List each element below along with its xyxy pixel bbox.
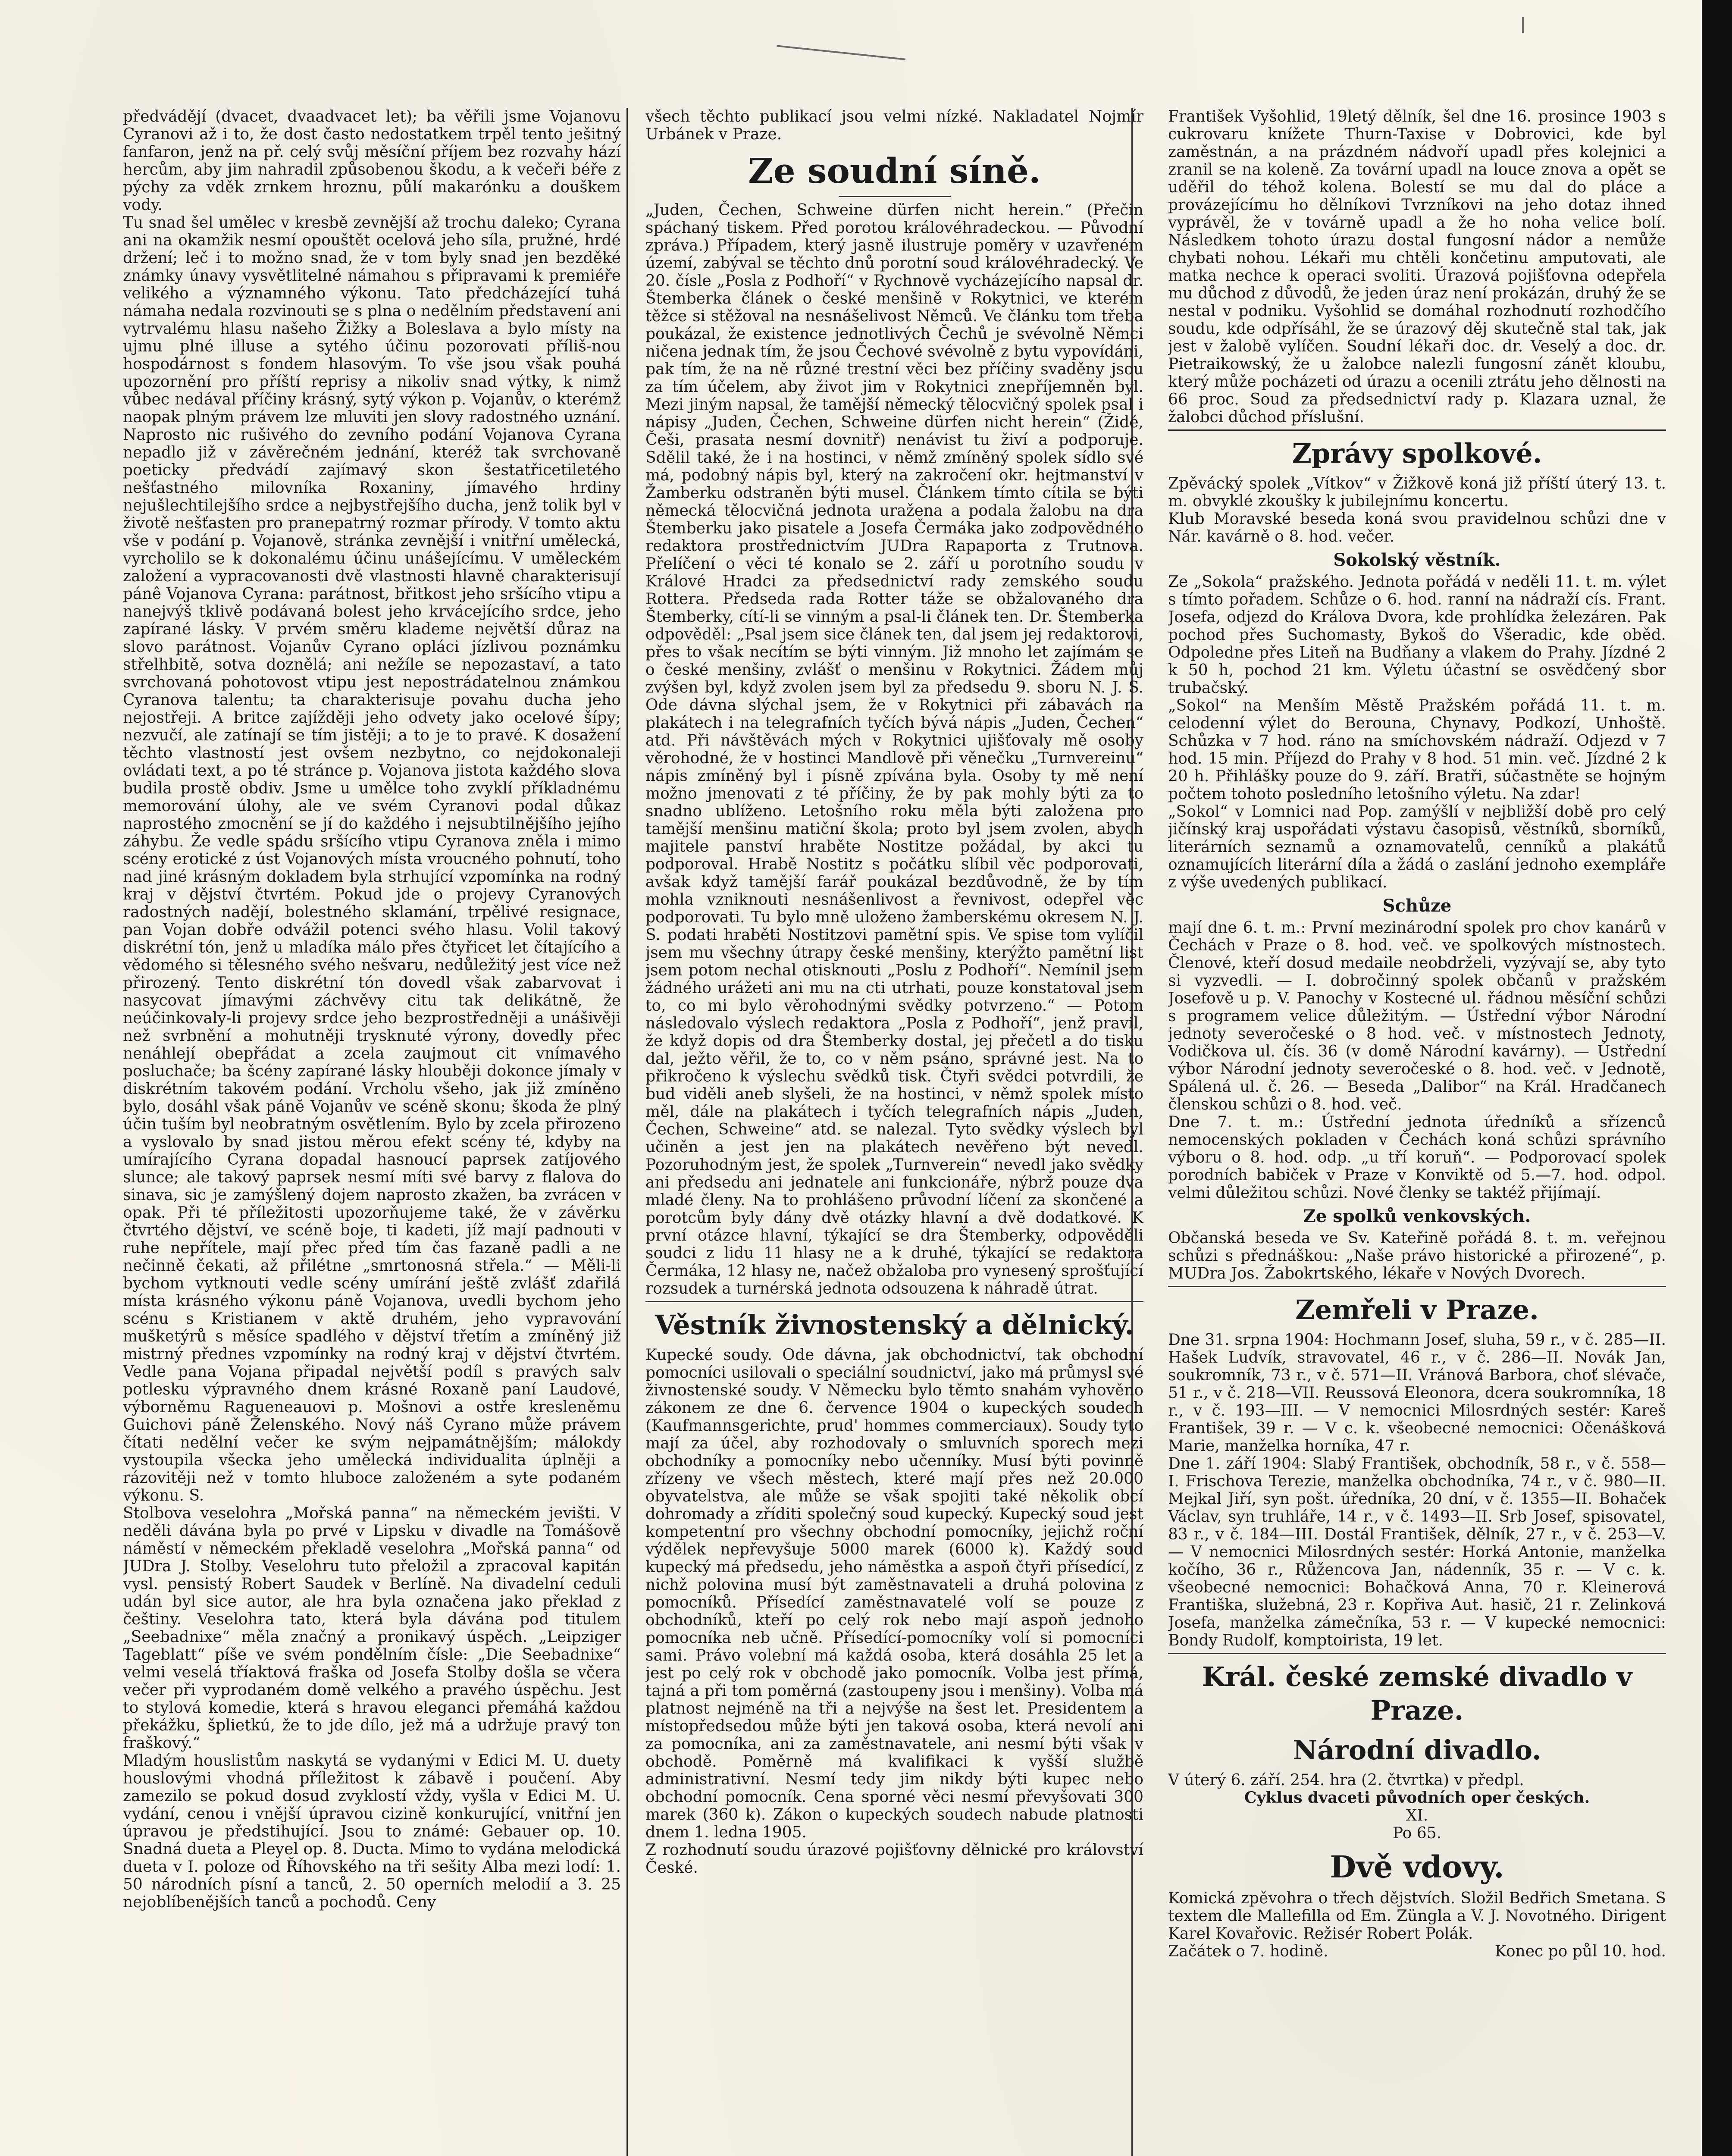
column-right — [1168, 108, 1666, 2156]
right-paragraph-11: Dne 1. září 1904: Slabý František, obchodník, 58 r., v č. 558—I. Frischova Terezie, manželka obchodníka, 74 r., v č. 980—II. Mejkal Jiří, syn pošt. úředníka, 20 dní, v č. 1355—II. Bohaček Václav, syn truhláře, 14 r., v č. 1493—II. Srb Josef, spisovatel, 83 r., v č. 184—III. Dostál František, dělník, 27 r., v č. 253—V. — V nemocnici Milosrdných sestér: Horká Antonie, manželka kočího, 36 r., Růžencova Jan, nádenník, 35 r. — V c. k. všeobecné nemocnici: Bohačková Anna, 70 r. Kleinerová Františka, služebná, 23 r. Kopřiva Aut. hasič, 21 r. Zelinková Josefa, manželka zámečníka, 53 r. — V kupecké nemocnici: Bondy Rudolf, komptoiristа, 19 let. — [1168, 1455, 1666, 1649]
section-heading-bulletin: Věstník živnostenský a dělnický. — [655, 1309, 1134, 1341]
subheading-sokol: Sokolský věstník. — [1333, 550, 1501, 570]
left-paragraph-1: předvádějí (dvacet, dvaadvacet let); ba věřili jsme Vojanovu Cyranovi až i to, že dost často nedostatkem trpěl tento ješitný fanfaron, jenž na př. celý svůj měsíční příjem bez rozvahy hází hercům, aby jim nahradil způsobenou škodu, a k večeři béře z pýchy za vděk zrnkem hroznu, půlí makarónku a douškem vody. — [123, 108, 621, 214]
section-rule-right-3 — [1168, 1653, 1666, 1654]
right-paragraph-7: mají dne 6. t. m.: První mezinárodní spolek pro chov kanárů v Čechách v Praze o 8. hod. več. ve spolkových místnostech. Členové, kteří dosud medaile neobdrželi, vyzývají se, aby tyto si vyzvedli. — I. dobročinný spolek občanů v pražském Josefově u p. V. Panochy v Kostecné ul. řádnou měsíční schůzi s programem velice důležitým. — Ústřední výbor Národní jednoty severočeské o 8 hod. več. v místnostech Jednoty, Vodičkova ul. čís. 36 (v domě Národní kavárny). — Ústřední výbor Národní jednoty severočeské o 8. hod. več. v Jednotě, Spálená ul. č. 26. — Beseda „Dalibor“ na Král. Hradčanech členskou schůzi o 8. hod. več. — [1168, 919, 1666, 1113]
right-paragraph-1: František Vyšohlid, 19letý dělník, šel dne 16. prosince 1903 s cukrovaru knížete Thurn-Taxise v Dobrovici, kde byl zaměstnán, a na prázdném nádvoří upadl přes kolejnici a zranil se na koleně. Za tovární upadl na louce znova a opět se uděřil do téhož kolena. Bolestí se mu dal do pláce a provázejícímu ho dělníkovi Tvrzníkovi na jeho dotaz ihned vyprávěl, že v továrně upadl a že ho noha velice bolí. Následkem tohoto úrazu dostal fungosní nádor a nemůže chybati nohou. Lékaři mu chtěli končetinu amputovati, ale matka nechce k operaci svoliti. Úrazová pojišťovna odepřela mu důchod z důvodů, že jeden úraz není prokázán, druhý že se nestal v podniku. Vyšohlid se domáhal rozhodnutí rozhodčího soudu, kde odpřísáhl, že se úrazový děj skutečně stal tak, jak jest v žalobě vylíčen. Soudní lékaři doc. dr. Veselý a doc. dr. Pietraikowský, že u žalobce nalezli fungosní zánět kloubu, který může pocházeti od úrazu a ocenili ztrátu jeho dělnosti na 66 proc. Soud za předsednictví rady p. Klazara uznal, že žalobci důchod příslušní. — [1168, 108, 1666, 426]
right-paragraph-12: V úterý 6. září. 254. hra (2. čtvrtka) v předpl. — [1168, 1771, 1524, 1789]
end-time: Konec po půl 10. hod. — [1494, 1943, 1666, 1960]
section-heading-theatre: Král. české zemské divadlo v Praze. — [1202, 1661, 1632, 1726]
subheading-rural: Ze spolků venkovských. — [1303, 1206, 1531, 1226]
right-paragraph-10: Dne 31. srpna 1904: Hochmann Josef, sluha, 59 r., v č. 285—II. Hašek Ludvík, stravovatel, 46 r., v č. 286—II. Novák Jan, soukromník, 73 r., v č. 571—II. Vránová Barbora, choť slévače, 51 r., v č. 218—VII. Reussová Eleonora, dcera soukromníka, 18 r., v č. 193—III. — V nemocnici Milosrdných sestér: Kareš František, 39 r. — V c. k. všeobecné nemocnici: Očenášková Marie, manželka horníka, 47 r. — [1168, 1331, 1666, 1455]
heading-rule — [839, 196, 951, 197]
section-subheading-national-theatre: Národní divadlo. — [1293, 1734, 1541, 1766]
column-left — [123, 108, 621, 2156]
right-paragraph-3: Klub Moravské beseda koná svou pravidelnou schůzi dne v Nár. kavárně o 8. hod. večer. — [1168, 510, 1666, 545]
section-rule-right-1 — [1168, 429, 1666, 431]
left-paragraph-3: Stolbova veselohra „Mořská panna“ na německém jevišti. V neděli dávána byla po prvé v Lipsku v divadle na Tomášově náměstí v německém překladě veselohra „Mořská panna“ od JUDra J. Stolby. Veselohru tuto přeložil a zpracoval kapitán vysl. pensistý Robert Saudek v Berlíně. Na divadelní ceduli udán byl sice autor, ale hra byla označena jako překlad z češtiny. Veselohra tato, která byla dávána pod titulem „Seebadnixe“ měla značný a pronikavý úspěch. „Leipziger Tageblatt“ píše ve svém pondělním čísle: „Die Seebadnixe“ velmi veselá tříaktová fraška od Josefa Stolby došla se včera večer při vyprodaném domě velkého a pravého úspěchu. Jest to stylová komedie, která s hravou eleganci přemáhá každou překážku, šplietkú, že to jde dílo, jež má a udržuje pravý ton fraškový.“ — [123, 1504, 621, 1752]
left-paragraph-2: Tu snad šel umělec v kresbě zevnější až trochu daleko; Cyrana ani na okamžik nesmí opouštět ocelová jeho síla, pružné, hrdé držení; leč i to možno snad, že v tom byly snad jen bezděké známky únavy vysvětlitelné námahou s připravami k premiéře velikého a významného výkonu. Tato předcházející tuhá námaha nedala rozvinouti se s plna o nedělním představení ani vytrvalému hlasu našeho Žižky a Boleslava a bylo místy na ujmu plné illuse a sytého účinu pozorovati příliš-nou hospodárnost s fondem hlasovým. To vše jsou však pouhá upozornění pro příští reprisy a nikoliv snad výtky, k nimž vůbec nedával příčiny krásný, sytý výkon p. Vojanův, o kterémž naopak plným právem lze mluviti jen slovy radostného uznání. Naprosto nic rušivého do zevního podání Vojanova Cyrana nepadlo již v závěrečném jednání, kteréž tak svrchovaně poeticky předvádí zajímavý skon šestatřicetiletého nešťastného milovníka Roxaniny, jímavého hrdiny nejušlechtilejšího srdce a nejbystřejšího ducha, jenž tolik byl v životě nešťasten pro pranepatrný rozmar přírody. V tomto aktu vše v podání p. Vojanově, stránka zevnější i vnitřní umělecká, vyrcholilo se k dokonalému účinu unášejícímu. V uměleckém založení a vypracovanosti dvě vlastnosti hlavně charakterisují pánê Vojanova Cyrana: parátnost, břitkost jeho sršícího vtipu a nanejvýš tklivě podávaná bolest jeho krvácejícího srdce, jeho zapírané lásky. V prvém směru klademe největší důraz na slovo parátnost. Vojanův Cyrano opláci jízlivou poznámku střelhbitě, sotva doznělá; ani nežíle se nepozastaví, a tato svrchovaná pohotovost vtipu jest nepostrádatelnou známkou Cyranova talentu; ta charakterisuje povahu ducha jeho nejostřeji. A britce zajížději jeho odvety jako ocelové šípy; nezvučí, ale zatínají se tím jistěji; a to je to pravé. K dosažení těchto vlastností jest ovšem nezbytno, co nejdokonaleji ovládati text, a po té stránce p. Vojanova jistota každého slova budila prostě obdiv. Jsme u umělce toho zvyklí příkladnému memorování úlohy, ale ve svém Cyranovi podal důkaz naprostého zmocnění se jí do každého i nejsubtilnějšího jejího záhybu. Že vedle spádu sršícího vtipu Cyranova zněla i mimo scény erotické z úst Vojanových místa vroucného pohnutí, toho nad jiné krásným dokladem byla strhující vzpomínka na rodný kraj v dějství čtvrtém. Pokud jde o projevy Cyranových radostných nadějí, bolestného sklamání, trpělivé resignace, pan Vojan dobře odvážil potenci svého hlasu. Volil takový diskrétní tón, jenž u mladíka málo přes čtyřicet let čítajícího a vědomého si tělesného svého nešvaru, nedůležitý jest více než přirozený. Tento diskrétní tón dovedl však zabarvovat i nasycovat jímavými záchvěvy citu tak delikátně, že neúčinkovaly-li projevy srdce jeho bezprostředněji a unášivěji než svrbnění a mohutněji trysknuté výrony, dovedly přec nenáhlejí obepřádat a zcela zaujmout cit vnímavého posluchače; ba šcény zapírané lásky hlouběji dokonce jímaly v diskrétním takovém podání. Vrcholu všeho, jak již zmíněno bylo, dosáhl však pánĕ Vojanův ve scéně skonu; škoda že plný účin tuším byl neobratným osvětlením. Bylo by zcela přirozeno a vyslovalo by snad jistou měrou efekt scény té, kdyby na umírajícího Cyrana dopadal hasnoucí paprsek zatíjového slunce; ale takový paprsek nesmí míti své barvy z flalova do sinava, sic je zamýšlený dojem naprosto zkažen, ba zvrácen v opak. Při té příležitosti upozorňujeme také, že v závěrku čtvrtého dějství, ve scéně boje, ti kadeti, jíž mají padnouti v ruhe nepřítele, mají přec před tím čas fazaně padli a ne nečinně čekati, až přilétne „smrtonosná střela.“ — Měli-li bychom vytknouti vedle scény umírání ještě zvlášť zdařilá místa krásného výkonu páně Vojanova, uvedli bychom jeho scénu s Kristianem v aktě druhém, jeho vypravování mušketýrů s měsíce spadlého v dějství třetím a zmíněný již mistrný přednes vzpomínky na rodný kraj v dějství čtvrtém. Vedle pana Vojana připadal největší podíl s pravých salv potlesku výpravného dnem krásné Roxaně paní Laudové, výborněmu Ragueneauovi p. Mošnovi a ostře kresleněmu Guichovi páně Želenského. Nový náš Cyrano může právem čítati nedělní večer ke svým nejpamátnějším; málokdy vystoupila všecka jeho umělecká individualita úplněji a rázovitěji než v tomto hluboce založeném a syte podaném výkonu. S. — [123, 214, 621, 1504]
scan-mark — [776, 45, 905, 65]
left-paragraph-4: Mladým houslistům naskytá se vydanými v Edici M. U. duety houslovými vhodná příležitost k zábavě i poučení. Aby zamezilo se pokud dosud zvyklostí vždy, vyšla v Edici M. U. vydání, cenou i vnější úpravou cizině konkurující, vnitřní jen úpravou je předstihující. Jsou to známé: Gebauer op. 10. Snadná dueta a Pleyel op. 8. Ducta. Mimo to vydána melodická dueta v I. poloze od Říhovského na tři sešity Alba mezi lodí: 1. 50 národních písní a tanců, 2. 50 operních melodií a 3. 25 nejoblíbenějších tanců a pochodů. Ceny — [123, 1752, 621, 1911]
right-paragraph-6: „Sokol“ v Lomnici nad Pop. zamýšlí v nejbližší době pro celý jičínský kraj uspořádati výstavu časopisů, věstníků, sborníků, literárních seznamů a oznamovatelů, cenníků a plakátů oznamujících literární díla a žádá o zaslání jednoho exempláře z výše uvedených publikací. — [1168, 803, 1666, 891]
scan-edge-black — [1702, 0, 1732, 2156]
middle-paragraph-2: „Juden, Čechen, Schweine dürfen nicht herein.“ (Přečin spáchaný tiskem. Před porotou královéhradeckou. — Původní zpráva.) Případem, který jasně ilustruje poměry v uzavřeném území, zabýval se těchto dnů porotní soud královéhradecký. Ve 20. čísle „Posla z Podhoří“ v Rychnově vycházejícího napsal dr. Štemberka článek o české menšině v Rokytnici, ve kterém těžce si stěžoval na nesnášelivost Němců. Ve článku tom třeba poukázal, že existence jednotlivých Čechů je svévolně Němci ničena jednak tím, že jsou Čechové svévolně z bytu vypovídáni, pak tím, že na ně různé trestní věci bez příčiny svaděny jsou za tím účelem, aby život jim v Rokytnici znepříjemněn byl. Mezi jiným napsal, že tamější německý tělocvičný spolek psal i nápisy „Juden, Čechen, Schweine dürfen nicht herein“ (Židé, Češi, prasata nesmí dovnitř) nenávist tu živí a podporuje. Sdělil také, že i na hostinci, v němž zmíněný spolek sídlo své má, podobný nápis byl, který na zakročení okr. hejtmanství v Žamberku odstraněn býti musel. Článkem tímto cítila se býti německá tělocvičná jednota uražena a podala žalobu na dra Štemberku jako pisatele a Josefa Čermáka jako zodpovědného redaktora prostřednictvím JUDra Rapaporta z Trutnova. Přelíčení o věci té konalo se 2. září u porotního soudu v Králové Hradci za předsednictví rady zemského soudu Rottera. Předseda rada Rotter táže se obžalovaného dra Štemberky, cítí-li se vinným a psal-li článek ten. Dr. Štemberka odpověděl: „Psal jsem sice článek ten, dal jsem jej redaktorovi, přes to však necítím se býti vinným. Již mnoho let zajímám se o české menšiny, zvlášť o menšinu v Rokytnici. Žádem můj zvýšen byl, když zvolen jsem byl za předsedu 9. sboru N. J. S. Ode dávna slýchal jsem, že v Rokytnici při zábavách na plakátech i na telegrafních tyčích bývá nápis „Juden, Čechen“ atd. Při návštěvách mých v Rokytnici ujišťovaly mě osoby věrohodné, že v hostinci Mandlově při věnečku „Turnvereinu“ nápis zmíněný byl i písně zpívána byla. Osoby ty mě není možno jmenovati z té příčiny, že by pak mohly býti za to snadno ublíženo. Letošního roku měla býti založena pro tamější menšinu matiční škola; proto byl jsem zvolen, abych majitele panství hraběte Nostitze požádal, by akci tu podporoval. Hrabě Nostitz s počátku slíbil věc podporovati, avšak když tamější farář poukázal bezdůvodně, že by tím mohla vzniknouti nesnášenlivost a řevnivost, odepřel věc podporovati. Tu bylo mně uloženo žamberskému okresem N. J. S. podati hraběti Nostitzovi pamětní spis. Ve spise tom vylíčil jsem mu všechny útrapy české menšiny, kterýžto pamětní list jsem potom nechal otisknouti „Poslu z Podhoří“. Nemínil jsem žádného urážeti ani mu na cti utrhati, pouze konstatoval jsem to, co mi bylo věrohodnými svědky potvrzeno.“ — Potom následovalo výslech redaktora „Posla z Podhoří“, jenž pravil, že když dopis od dra Štemberky dostal, jej přečetl a do tisku dal, ježto věřil, že to, co v něm psáno, správné jest. Na to přikročeno k výslechu svědků tisk. Čtyři svědci potvrdili, že bud viděli aneb slyšeli, že na hostinci, v němž spolek místo měl, dále na plakátech i tyčích telegrafních nápis „Juden, Čechen, Schweine“ atd. se nalezal. Tyto svědky výslech byl učiněn a jest jen na plakátech nevěřeno být nevedl. Pozoruhodným jest, že spolek „Turnverein“ nevedl jako svědky ani předsedu ani jednatele ani funkcionáře, nýbrž pouze dva mladé členy. Na to prohlášeno průvodní líčení za skončené a porotcům byly dány dvě otázky hlavní a dvě dodatkové. K první otázce hlavní, týkající se dra Štemberky, odpověděli soudci z lidu 11 hlasy ne a k druhé, týkající se redaktora Čermáka, 12 hlasy ne, načež obžaloba pro vynesený sprošťující rozsudek a turnérská jednota odsouzena k náhradě útrat. — [645, 201, 1143, 1297]
right-paragraph-8: Dne 7. t. m.: Ústřední jednota úředníků a sřízenců nemocenských pokladen v Čechách koná schůzi správního výboru o 8. hod. odp. „u tří koruň“. — Podporovací spolek porodních babiček v Praze v Konviktě od 5.—7. hod. odpol. velmi důležitou schůzi. Nové členky se taktéž přijímají. — [1168, 1113, 1666, 1202]
start-end-line — [1168, 1943, 1666, 1960]
section-heading-deaths: Zemřeli v Praze. — [1295, 1294, 1539, 1326]
middle-paragraph-3: Kupecké soudy. Ode dávna, jak obchodnictví, tak obchodní pomocníci usilovali o speciální soudnictví, jako má průmysl své živnostenské soudy. V Německu bylo těmto snahám vyhověno zákonem ze dne 6. července 1904 o kupeckých soudech (Kaufmannsgerichte, prud' hommes commerciaux). Soudy tyto mají za účel, aby rozhodovaly o smluvních sporech mezi obchodníky a pomocníky nebo učenníky. Musí býti povinně zřízeny ve všech městech, které mají přes než 20.000 obyvatelstva, ale může se však spojiti také několik obcí dohromady a zříditi společný soud kupecký. Kupecký soud jest kompetentní pro všechny obchodní pomocníky, jejichž roční výdělek nepřevyšuje 5000 marek (6000 k). Každý soud kupecký má předsedu, jeho náměstka a aspoň čtyři přísedící, z nichž polovina musí být zaměstnavateli a druhá polovina z pomocníků. Přísedící zaměstnavatelé volí se pouze z obchodníků, kteří po celý rok nebo mají aspoň jednoho pomocníka neb učně. Přísedící-pomocníky volí si pomocníci sami. Právo volební má každá osoba, která dosáhla 25 let a jest po celý rok v obchodě jako pomocník. Volba jest přímá, tajná a při tom poměrná (zastoupeny jsou i menšiny). Volba má platnost nejméně na tři a nejvýše na šest let. Presidentem a místopředsedou může býti jen taková osoba, která nevolí ani za pomocníka, ani za zaměstnavatele, ani nesmí býti však v obchodě. Poměrně má kvalifikaci k vyšší službě administrativní. Nesmí tedy jim nikdy býti kupec nebo obchodní pomocník. Cena sporné věci nesmí převyšovati 300 marek (360 k). Zákon o kupeckých soudech nabude platnosti dnem 1. ledna 1905. — [645, 1346, 1143, 1841]
section-heading-two-widows: Dvě vdovy. — [1330, 1849, 1504, 1885]
section-rule-right-2 — [1168, 1286, 1666, 1287]
right-paragraph-13: Cyklus dvaceti původních oper českých. — [1244, 1789, 1590, 1807]
column-middle — [645, 108, 1143, 2156]
middle-paragraph-1: všech těchto publikací jsou velmi nízké. Nakladatel Nojmír Urbánek v Praze. — [645, 108, 1143, 143]
column-grid — [123, 108, 1671, 2156]
right-paragraph-5: „Sokol“ na Menším Městě Pražském pořádá 11. t. m. celodenní výlet do Berouna, Chynavy, Podkozí, Unhoště. Schůzka v 7 hod. ráno na smíchovském nádraží. Odjezd v 7 hod. 15 min. Příjezd do Prahy v 8 hod. 51 min. več. Jízdné 2 k 20 h. Přihlášky pouze do 9. září. Bratři, súčastněte se hojným počtem tohoto posledního letošního výletu. Na zdar! — [1168, 697, 1666, 803]
section-heading-court: Ze soudní síně. — [748, 150, 1041, 191]
scan-tick — [1522, 17, 1524, 33]
right-paragraph-2: Zpěvácký spolek „Vítkov“ v Žižkově koná již příští úterý 13. t. m. obvyklé zkoušky k jubilejnímu koncertu. — [1168, 475, 1666, 510]
right-paragraph-14: XI. — [1406, 1807, 1428, 1824]
start-time: Začátek o 7. hodině. — [1168, 1943, 1328, 1960]
subheading-meetings: Schůze — [1382, 896, 1452, 916]
right-paragraph-15: Po 65. — [1392, 1824, 1442, 1842]
section-heading-associations: Zprávy spolkové. — [1292, 438, 1542, 469]
right-paragraph-9: Občanská beseda ve Sv. Kateřině pořádá 8. t. m. veřejnou schůzi s přednáškou: „Naše právo historické a přirozené“, p. MUDra Jos. Žabokrtského, lékaře v Nových Dvorech. — [1168, 1229, 1666, 1282]
section-rule — [645, 1301, 1143, 1302]
right-paragraph-16: Komická zpěvohra o třech dějstvích. Složil Bedřich Smetana. S textem dle Mallefilla od Em. Züngla a V. J. Novotného. Dirigent Karel Kovařovic. Režisér Robert Polák. — [1168, 1890, 1666, 1943]
middle-paragraph-4: Z rozhodnutí soudu úrazové pojišťovny dělnické pro království České. — [645, 1841, 1143, 1877]
right-paragraph-4: Ze „Sokola“ pražského. Jednota pořádá v neděli 11. t. m. výlet s tímto pořadem. Schůze o 6. hod. ranní na nádraží cís. Frant. Josefa, odjezd do Králova Dvora, kde prohlídka železáren. Pak pochod přes Suchomasty, Bykoš do Všeradic, kde oběd. Odpoledne přes Liteň na Budňany a vlakem do Prahy. Jízdné 2 k 50 h, pochod 21 km. Výletu účastní se osvědčený sbor trubačský. — [1168, 573, 1666, 697]
